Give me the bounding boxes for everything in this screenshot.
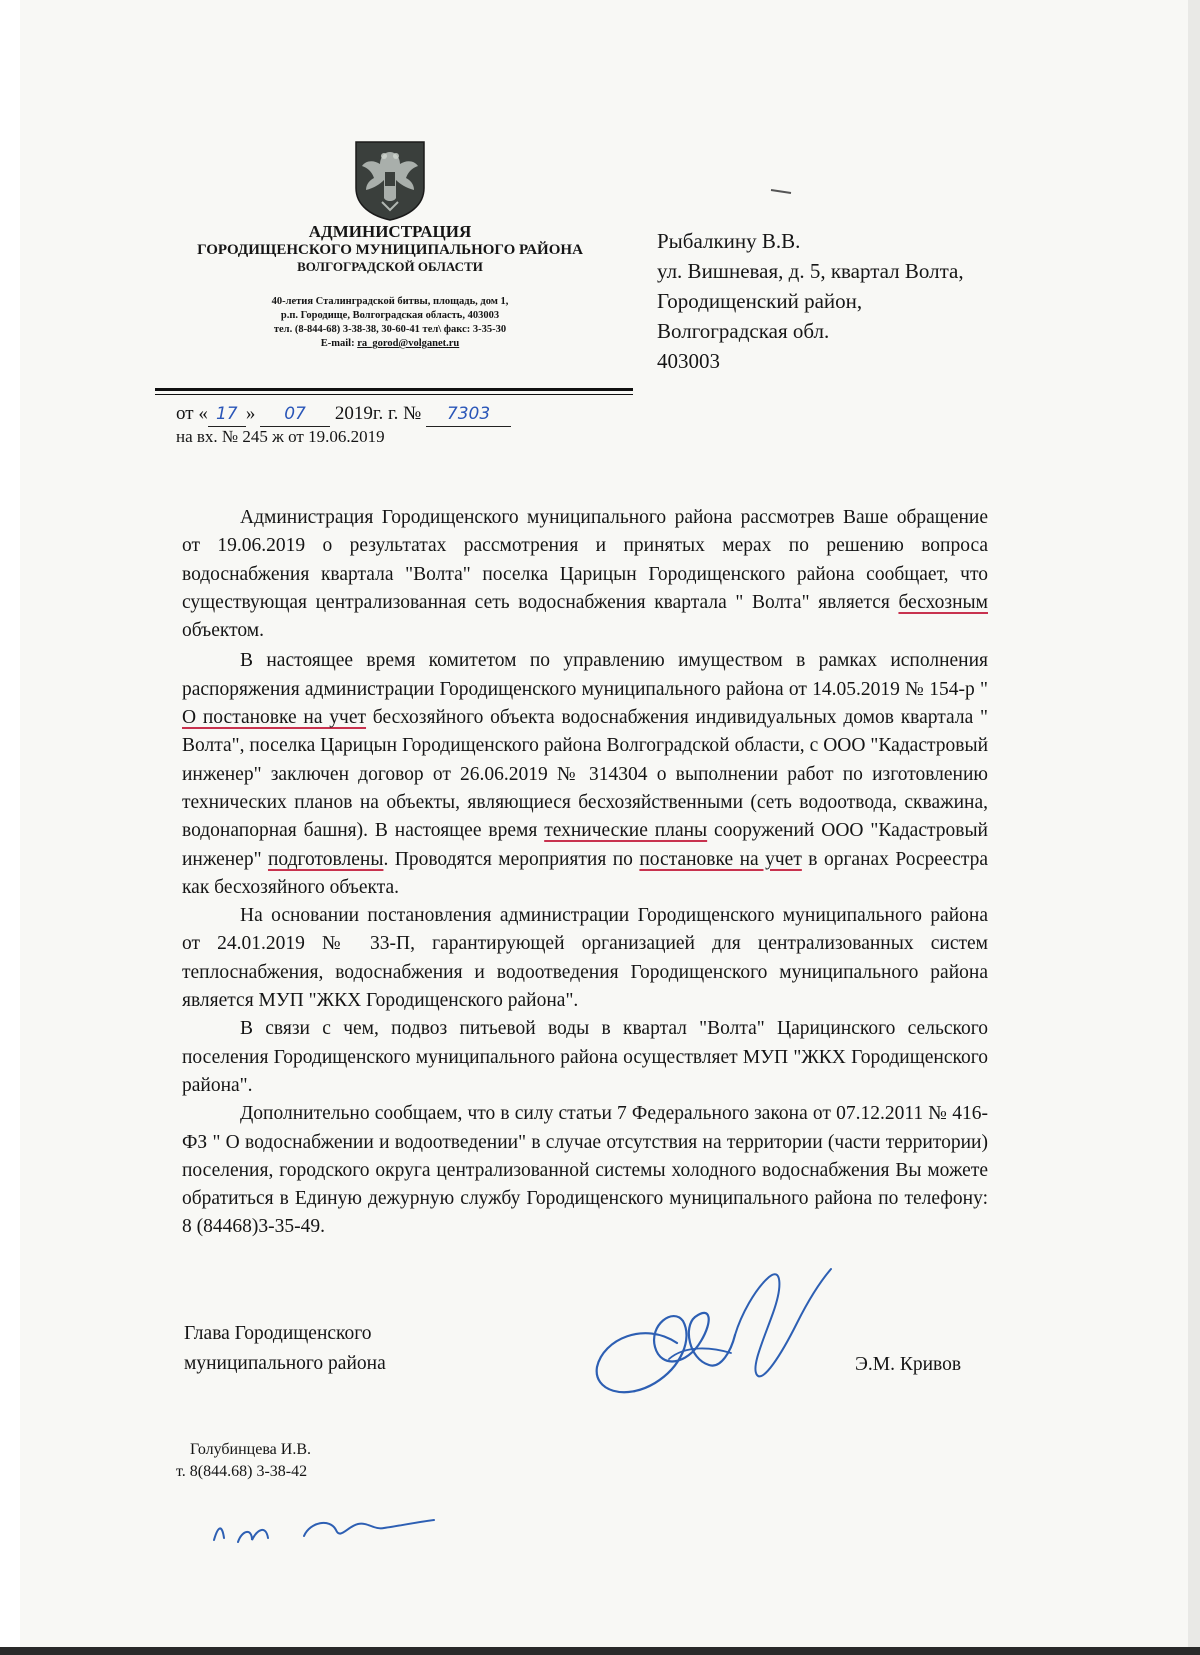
coat-of-arms-icon (352, 138, 428, 222)
header-rule-thick (155, 388, 633, 391)
addressee-block (657, 226, 964, 376)
red-underline-mark: подготовлены (267, 848, 384, 870)
executor-name: Голубинцева И.В. (190, 1441, 312, 1458)
paragraph-2: В настоящее время комитетом по управлению имуществом в рамках исполнения распоряжения администрации Городищенского муниципального района от 14.05.2019 № 154-р " О постановке на учет бесхозяйного объекта водоснабжения индивидуальных домов квартала " Волта", поселка Царицын Городищенского района Волгоградской области, с ООО "Кадастровый инженер" заключен договор от 26.06.2019 № 314304 о выполнении работ по изготовлению технических планов на объекты, являющиеся бесхозяйственными (сеть водоотвода, скважина, водонапорная башня). В настоящее время технические планы сооружений ООО "Кадастровый инженер" подготовлены. Проводятся мероприятия по постановке на учет в органах Росреестра как бесхозяйного объекта. (182, 650, 988, 898)
reg-from-label: от (176, 403, 194, 424)
red-underline-mark: технические планы (544, 820, 708, 842)
paragraph-3: На основании постановления администрации Городищенского муниципального района от 24.01.2019 № 33-П, гарантирующей организацией для централизованных систем теплоснабжения, водоснабжения и водоотведения Городищенского муниципального района является МУП "ЖКХ Городищенского района". (182, 905, 988, 1012)
signatory-title-line1: Глава Городищенского (184, 1323, 372, 1344)
reg-number-label: № (403, 403, 422, 424)
scan-speck (770, 188, 792, 194)
reg-year: 2019г. г. (334, 403, 399, 424)
organization-contacts (200, 295, 580, 351)
scan-right-margin (1188, 0, 1200, 1655)
scan-left-margin (0, 0, 20, 1655)
org-name-line1: АДМИНИСТРАЦИЯ (308, 222, 472, 241)
org-phones: тел. (8-844-68) 3-38-38, 30-60-41 тел\ факс: 3-35-30 (273, 324, 507, 335)
org-address-line1: 40-летия Сталинградской битвы, площадь, дом 1, (271, 296, 509, 307)
addressee-region: Волгоградская обл. (657, 319, 830, 343)
letter-body (182, 504, 988, 1242)
org-email (200, 337, 580, 351)
org-name-line2: ГОРОДИЩЕНСКОГО МУНИЦИПАЛЬНОГО РАЙОНА (197, 242, 583, 258)
organization-header (160, 222, 620, 275)
executor-block (176, 1439, 312, 1483)
registration-line (176, 402, 511, 427)
header-rule-thin (155, 394, 633, 395)
red-underline-mark: постановке на учет (639, 848, 802, 870)
email-link[interactable]: ra_gorod@volganet.ru (357, 338, 460, 349)
reg-open-quote: « (198, 403, 208, 424)
addressee-district: Городищенский район, (657, 289, 863, 313)
reg-month: 07 (260, 402, 330, 427)
signatory-title (184, 1319, 386, 1379)
reg-number: 7303 (426, 402, 511, 427)
org-name-line3: ВОЛГОГРАДСКОЙ ОБЛАСТИ (297, 259, 483, 274)
org-address-line2: р.п. Городище, Волгоградская область, 403003 (280, 310, 500, 321)
email-label: E-mail: (320, 338, 358, 349)
handwritten-signature (585, 1255, 835, 1415)
paragraph-5: Дополнительно сообщаем, что в силу статьи 7 Федерального закона от 07.12.2011 № 416-ФЗ " О водоснабжении и водоотведении" в случае отсутствия на территории (части территории) поселения, городского округа централизованной системы холодного водоснабжения Вы можете обратиться в Единую дежурную службу Городищенского муниципального района по телефону: 8 (84468)3-35-49. (182, 1103, 988, 1238)
red-underline-mark: О постановке на учет (182, 707, 367, 729)
handwritten-note-scribble (208, 1500, 438, 1550)
addressee-street: ул. Вишневая, д. 5, квартал Волта, (657, 259, 964, 283)
reg-day: 17 (208, 402, 246, 427)
executor-phone: т. 8(844.68) 3-38-42 (176, 1463, 308, 1480)
incoming-reference: на вх. № 245 ж от 19.06.2019 (176, 427, 385, 446)
red-underline-mark: бесхозным (898, 591, 988, 613)
paragraph-4: В связи с чем, подвоз питьевой воды в квартал "Волта" Царицинского сельского поселения Городищенского муниципального района осуществляет МУП "ЖКХ Городищенского района". (182, 1018, 988, 1096)
paragraph-1: Администрация Городищенского муниципального района рассмотрев Ваше обращение от 19.06.2019 о результатах рассмотрения и принятых мерах по решению вопроса водоснабжения квартала "Волта" поселка Царицын Городищенского района сообщает, что существующая централизованная сеть водоснабжения квартала " Волта" является бесхозным объектом. (182, 507, 988, 642)
addressee-name: Рыбалкину В.В. (657, 229, 801, 253)
scan-bottom-edge (0, 1647, 1200, 1655)
signatory-title-line2: муниципального района (184, 1353, 386, 1374)
reg-close-quote: » (245, 403, 256, 424)
addressee-postcode: 403003 (657, 349, 720, 373)
signatory-name: Э.М. Кривов (855, 1354, 962, 1375)
